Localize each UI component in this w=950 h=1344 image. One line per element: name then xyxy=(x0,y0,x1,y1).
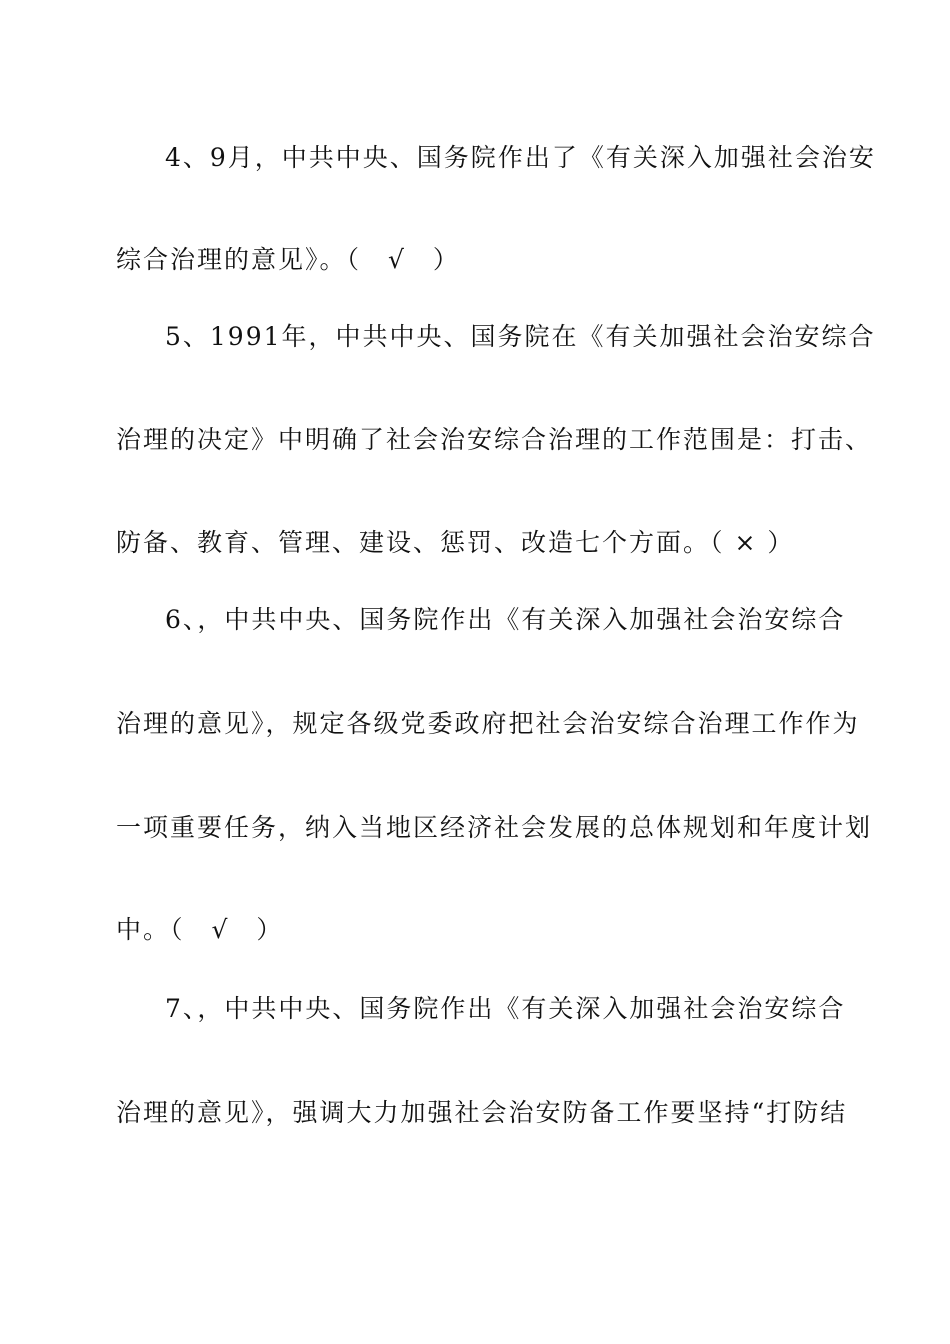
text-line-6: 6、，中共中央、国务院作出《有关深入加强社会治安综合 xyxy=(165,605,846,634)
text-line-10: 7、，中共中央、国务院作出《有关深入加强社会治安综合 xyxy=(165,994,846,1023)
text-line-1: 4、9月，中共中央、国务院作出了《有关深入加强社会治安 xyxy=(165,143,876,172)
text-line-7: 治理的意见》，规定各级党委政府把社会治安综合治理工作作为 xyxy=(116,709,860,738)
text-line-4: 治理的决定》中明确了社会治安综合治理的工作范围是：打击、 xyxy=(116,425,873,454)
text-line-9: 中。（ √ ） xyxy=(116,915,284,944)
text-line-5: 防备、教育、管理、建设、惩罚、改造七个方面。（ × ） xyxy=(116,528,795,557)
text-line-8: 一项重要任务，纳入当地区经济社会发展的总体规划和年度计划 xyxy=(116,813,873,842)
text-line-11: 治理的意见》，强调大力加强社会治安防备工作要坚持“打防结 xyxy=(116,1098,848,1127)
text-line-2: 综合治理的意见》。（ √ ） xyxy=(116,245,460,274)
text-line-3: 5、1991年，中共中央、国务院在《有关加强社会治安综合 xyxy=(165,322,876,351)
